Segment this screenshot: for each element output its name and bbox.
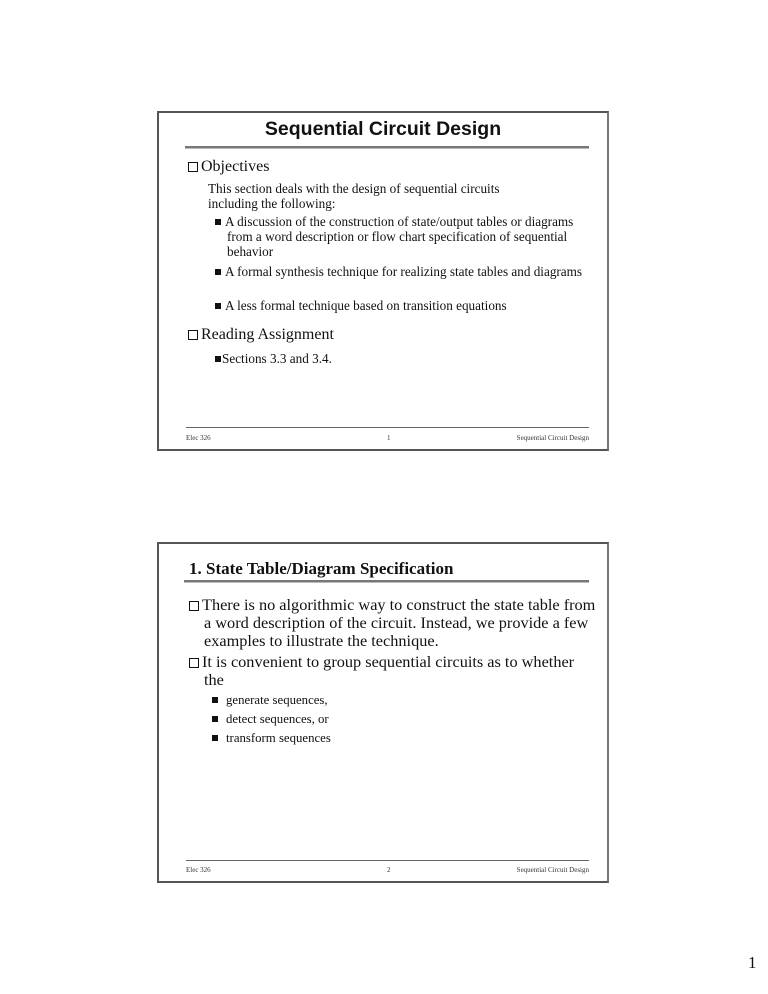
title-rule: [184, 580, 589, 583]
square-bullet-icon: [212, 697, 218, 703]
title-rule: [185, 146, 589, 149]
slide-title: 1. State Table/Diagram Specification: [189, 559, 454, 578]
list-item: [189, 653, 584, 689]
sub-list-item: [212, 712, 329, 727]
hollow-square-bullet-icon: [188, 162, 198, 172]
square-bullet-icon: [212, 735, 218, 741]
hollow-square-bullet-icon: [189, 601, 199, 611]
footer-rule: [186, 427, 589, 428]
slide-title: Sequential Circuit Design: [264, 118, 502, 140]
list-item: [215, 298, 607, 313]
square-bullet-icon: [215, 219, 221, 225]
bullet-text: Sections 3.3 and 3.4.: [222, 351, 332, 366]
bullet-text: It is convenient to group sequential circuits as to whether the: [202, 652, 575, 689]
sub-list-item: [212, 693, 328, 708]
footer-right: Sequential Circuit Design: [516, 434, 589, 442]
list-item: [215, 264, 592, 279]
footer-right: Sequential Circuit Design: [516, 866, 589, 874]
bullet-text: transform sequences: [226, 731, 331, 745]
bullet-text: generate sequences,: [226, 693, 328, 707]
footer-rule: [186, 860, 589, 861]
footer-page-number: 2: [387, 866, 391, 874]
hollow-square-bullet-icon: [188, 330, 198, 340]
bullet-text: There is no algorithmic way to construct the state table from a word description of the circuit. Instead, we provide a few examples to illustrate the technique.: [202, 595, 596, 650]
slide-1: [157, 111, 609, 451]
bullet-text: detect sequences, or: [226, 712, 329, 726]
bullet-text: A discussion of the construction of state/output tables or diagrams from a word description or flow chart specification of sequential behavior: [225, 214, 574, 259]
list-item: [215, 351, 332, 366]
intro-text: This section deals with the design of sequential circuits including the following:: [208, 181, 500, 211]
footer-left: Elec 326: [186, 866, 211, 874]
sub-list-item: [212, 731, 331, 746]
slide-2: [157, 542, 609, 883]
square-bullet-icon: [215, 303, 221, 309]
square-bullet-icon: [215, 356, 221, 362]
list-item: [189, 596, 604, 650]
section-heading: [188, 326, 334, 344]
bullet-text: A formal synthesis technique for realizing state tables and diagrams: [225, 264, 583, 279]
heading-text: Reading Assignment: [201, 326, 334, 343]
section-heading: [188, 158, 269, 176]
page-number: 1: [748, 953, 757, 972]
heading-text: Objectives: [201, 158, 270, 175]
footer-left: Elec 326: [186, 434, 211, 442]
bullet-text: A less formal technique based on transition equations: [225, 298, 507, 313]
square-bullet-icon: [215, 269, 221, 275]
square-bullet-icon: [212, 716, 218, 722]
footer-page-number: 1: [387, 434, 391, 442]
hollow-square-bullet-icon: [189, 658, 199, 668]
list-item: [215, 214, 592, 259]
